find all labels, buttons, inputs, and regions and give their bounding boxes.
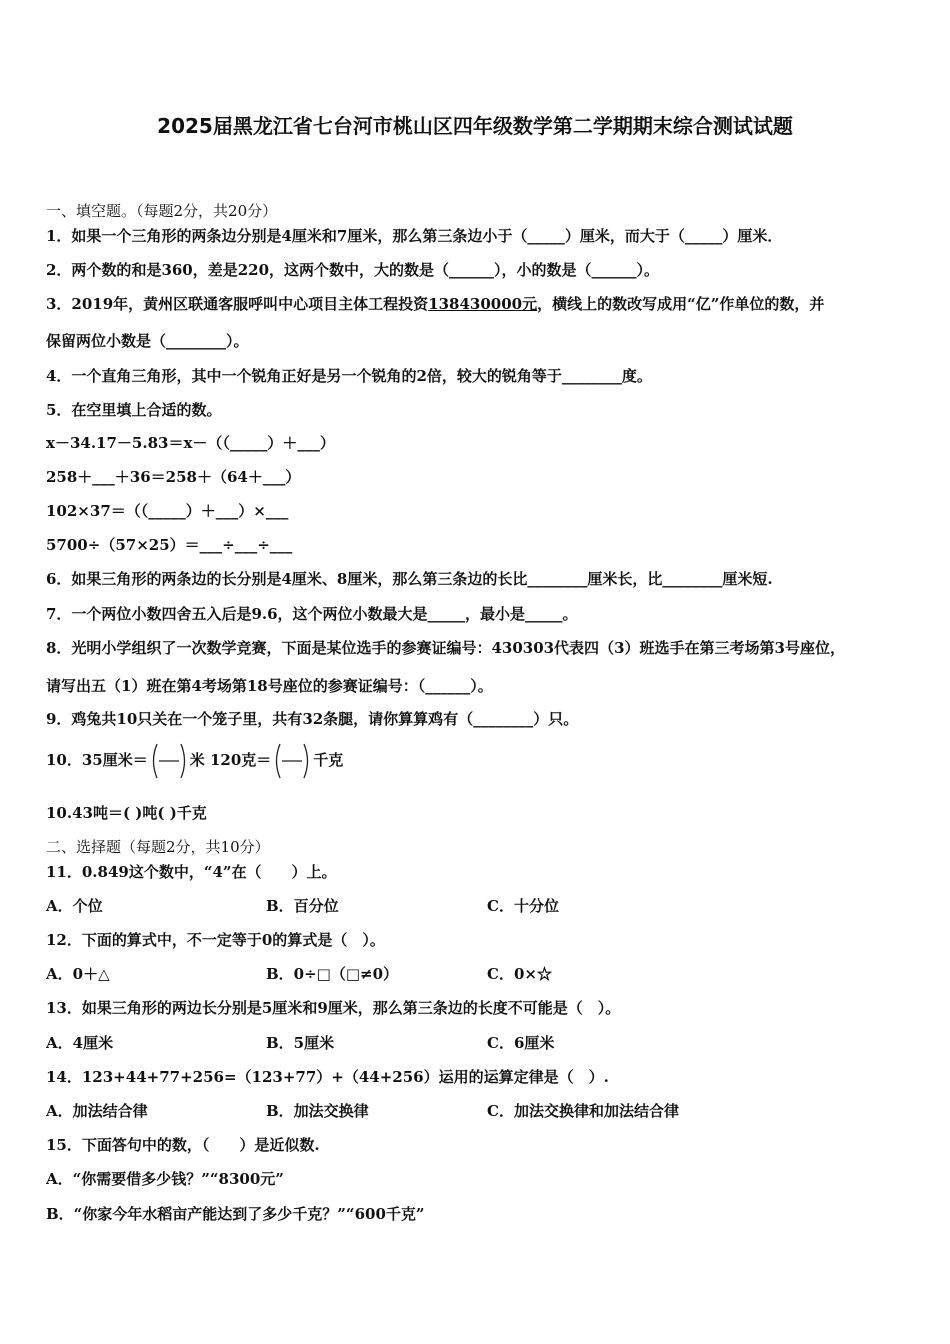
question-10 [46,738,343,782]
question-10-part-c: 千克 [313,751,344,769]
question-5-line-3: 102×37＝（（_____）＋___）×___ [46,502,289,520]
question-14-option-a: A．加法结合律 [46,1102,148,1120]
question-3-number: 138430000元 [428,295,538,313]
question-15-option-a: A．“你需要借多少钱？”“8300元” [46,1170,284,1188]
question-13-option-b: B．5厘米 [266,1034,335,1052]
question-7: 7．一个两位小数四舍五入后是9.6，这个两位小数最大是_____，最小是_____。 [46,605,578,623]
question-12-option-a: A．0＋△ [46,965,110,983]
question-12: 12．下面的算式中，不一定等于0的算式是（ ）。 [46,931,385,949]
question-10-line-2: 10.43吨＝( )吨( )千克 [46,804,207,822]
question-5-line-2: 258＋___＋36＝258＋（64＋___） [46,468,301,486]
question-5-line-1: x－34.17－5.83＝x－（（_____）＋___） [46,434,335,452]
question-3-continued: 保留两位小数是（________）。 [46,332,249,350]
question-3 [46,294,824,314]
question-5-line-4: 5700÷（57×25）＝___÷___÷___ [46,536,293,554]
question-10-part-a: 10．35厘米＝ [46,751,148,769]
question-11-option-b: B．百分位 [266,897,339,915]
question-11: 11．0.849这个数中，“4”在（ ）上。 [46,863,337,881]
question-4: 4．一个直角三角形，其中一个锐角正好是另一个锐角的2倍，较大的锐角等于________度。 [46,367,652,385]
fraction-blank-2 [272,741,312,781]
question-13: 13．如果三角形的两边长分别是5厘米和9厘米，那么第三条边的长度不可能是（ ）。 [46,999,621,1017]
page-title: 2025届黑龙江省七台河市桃山区四年级数学第二学期期末综合测试试题 [157,114,793,138]
question-6: 6．如果三角形的两条边的长分别是4厘米、8厘米，那么第三条边的长比________厘米长，比________厘米短. [46,570,773,588]
fraction-blank-1 [149,741,189,781]
section2-header: 二、选择题（每题2分，共10分） [46,838,270,856]
question-14-option-b: B．加法交换律 [266,1102,369,1120]
question-11-option-a: A．个位 [46,897,103,915]
question-15-option-b: B．“你家今年水稻亩产能达到了多少千克？”“600千克” [46,1205,425,1223]
question-11-option-c: C．十分位 [487,897,559,915]
question-13-option-c: C．6厘米 [487,1034,555,1052]
question-3-part-b: ，横线上的数改写成用“亿”作单位的数，并 [537,295,825,313]
question-14: 14．123+44+77+256=（123+77）+（44+256）运用的运算定律是（ ）. [46,1068,609,1086]
question-10-part-b: 米 120克＝ [189,751,272,769]
question-12-option-c: C．0×☆ [487,965,552,983]
question-1: 1．如果一个三角形的两条边分别是4厘米和7厘米，那么第三条边小于（_____）厘米，而大于（_____）厘米． [46,227,783,245]
section1-header: 一、填空题。（每题2分，共20分） [46,202,278,220]
question-14-option-c: C．加法交换律和加法结合律 [487,1102,679,1120]
question-13-option-a: A．4厘米 [46,1034,114,1052]
question-15: 15．下面答句中的数，（ ）是近似数. [46,1136,320,1154]
question-12-option-b: B．0÷□（□≠0） [266,965,399,983]
question-5: 5．在空里填上合适的数。 [46,401,222,419]
question-3-part-a: 3．2019年，黄州区联通客服呼叫中心项目主体工程投资 [46,295,429,313]
question-2: 2．两个数的和是360，差是220，这两个数中，大的数是（______），小的数是（______）。 [46,261,660,279]
question-8: 8．光明小学组织了一次数学竞赛，下面是某位选手的参赛证编号：430303代表四（3）班选手在第三考场第3号座位， [46,639,845,657]
question-9: 9．鸡兔共10只关在一个笼子里，共有32条腿，请你算算鸡有（________）只。 [46,710,579,728]
question-8-continued: 请写出五（1）班在第4考场第18号座位的参赛证编号：（______）。 [46,677,493,695]
